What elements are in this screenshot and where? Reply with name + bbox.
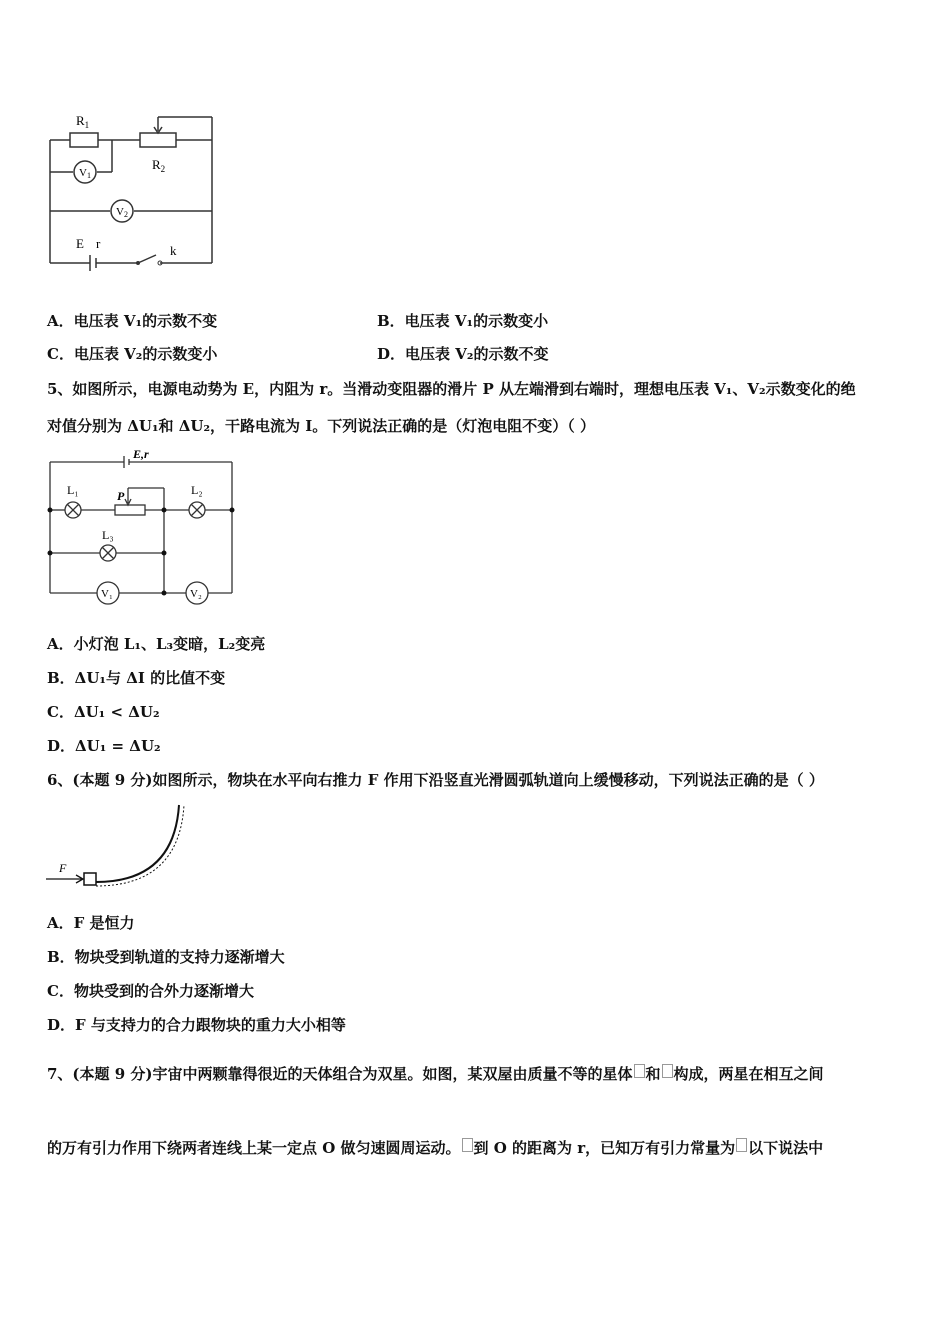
fig2-l2-label: L₂ <box>191 483 203 497</box>
q5-option-a[interactable]: A．小灯泡 L₁、L₃变暗，L₂变亮 <box>47 635 266 653</box>
q5-option-d[interactable]: D．ΔU₁ = ΔU₂ <box>47 737 161 755</box>
q4-option-a[interactable]: A．电压表 V₁的示数不变 <box>47 312 218 330</box>
q5-option-c[interactable]: C．ΔU₁ < ΔU₂ <box>47 703 160 721</box>
q4-option-b[interactable]: B．电压表 V₁的示数变小 <box>377 312 549 330</box>
q6-option-a[interactable]: A．F 是恒力 <box>47 914 135 932</box>
q4-option-d[interactable]: D．电压表 V₂的示数不变 <box>377 345 549 363</box>
q5-stem-line-1: 5、如图所示，电源电动势为 E，内阻为 r。当滑动变阻器的滑片 P 从左端滑到右端时，理想电压表 V₁、V₂示数变化的绝 <box>47 380 856 398</box>
q7-text-1b: 和 <box>645 1065 661 1083</box>
fig2-p-label: P <box>117 489 125 503</box>
q7-text-1c: 构成，两星在相互之间 <box>673 1065 824 1083</box>
q6-stem: 6、(本题 9 分)如图所示，物块在水平向右推力 F 作用下沿竖直光滑圆弧轨道向上缓慢移动，下列说法正确的是（ ） <box>47 771 824 789</box>
missing-image-icon <box>634 1064 645 1078</box>
fig1-v1-label: V1 <box>79 167 91 180</box>
q4-option-c[interactable]: C．电压表 V₂的示数变小 <box>47 345 218 363</box>
q7-text-2b: 到 O 的距离为 r，已知万有引力常量为 <box>473 1139 736 1157</box>
q6-option-d[interactable]: D．F 与支持力的合力跟物块的重力大小相等 <box>47 1016 346 1034</box>
fig1-v2-label: V2 <box>116 206 128 219</box>
missing-image-icon <box>462 1138 473 1152</box>
fig2-v2-label: V₂ <box>190 588 202 600</box>
q7-text-2a: 的万有引力作用下绕两者连线上某一定点 O 做匀速圆周运动。 <box>47 1139 461 1157</box>
fig1-r1-label: $R_1$ <box>76 113 90 130</box>
fig2-l3-label: L₃ <box>102 528 114 542</box>
q5-stem-line-2: 对值分别为 ΔU₁和 ΔU₂，干路电流为 I。下列说法正确的是（灯泡电阻不变）（ ） <box>47 417 595 435</box>
circuit-figure-1 <box>40 105 240 275</box>
missing-image-icon <box>662 1064 673 1078</box>
fig2-er-label: E,r <box>133 447 149 461</box>
fig1-r2-label: $R_2$ <box>152 157 166 174</box>
block-shape <box>84 873 96 885</box>
force-f-label: F <box>59 861 67 875</box>
fig1-r-label: r <box>96 236 101 251</box>
q7-text-2c: 以下说法中 <box>748 1139 824 1157</box>
fig1-e-label: E <box>76 236 84 251</box>
q6-option-c[interactable]: C．物块受到的合外力逐渐增大 <box>47 982 254 1000</box>
fig1-k-label: k <box>170 243 177 258</box>
q7-text-1a: 7、(本题 9 分)宇宙中两颗靠得很近的天体组合为双星。如图，某双屋由质量不等的星体 <box>47 1065 633 1083</box>
q7-stem-line-1 <box>47 1064 824 1084</box>
circuit-figure-2 <box>40 448 240 608</box>
q6-option-b[interactable]: B．物块受到轨道的支持力逐渐增大 <box>47 948 285 966</box>
missing-image-icon <box>736 1138 747 1152</box>
fig2-v1-label: V₁ <box>101 588 113 600</box>
q5-option-b[interactable]: B．ΔU₁与 ΔI 的比值不变 <box>47 669 226 687</box>
arc-track-figure <box>44 800 204 895</box>
q7-stem-line-2 <box>47 1138 823 1158</box>
fig2-l1-label: L₁ <box>67 483 79 497</box>
